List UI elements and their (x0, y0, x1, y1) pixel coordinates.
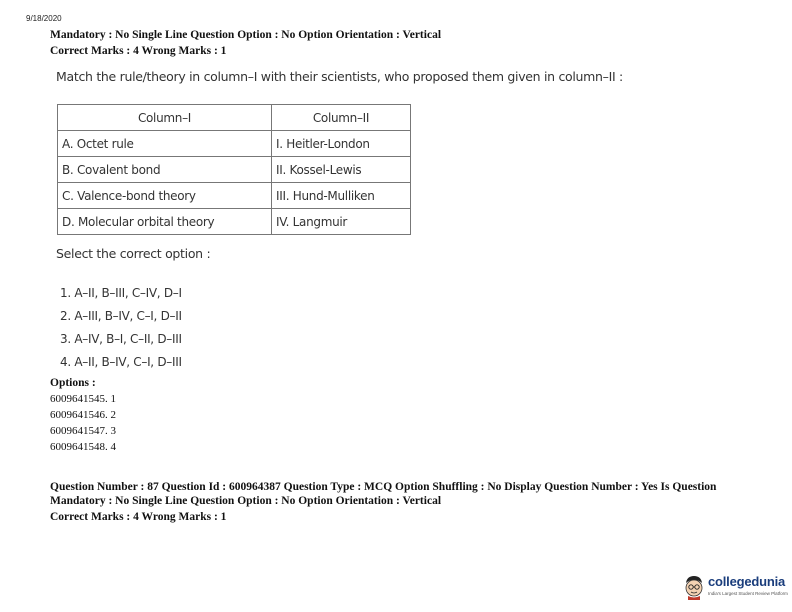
next-marks-meta-line: Correct Marks : 4 Wrong Marks : 1 (50, 511, 227, 523)
table-cell: D. Molecular orbital theory (58, 209, 272, 235)
print-date: 9/18/2020 (26, 14, 62, 23)
select-instruction: Select the correct option : (56, 246, 211, 261)
table-cell: IV. Langmuir (272, 209, 411, 235)
choice-item: 1. A–II, B–III, C–IV, D–I (60, 286, 182, 300)
option-id-item: 6009641545. 1 (50, 393, 116, 405)
choice-item: 2. A–III, B–IV, C–I, D–II (60, 309, 182, 323)
column-2-header: Column–II (272, 105, 411, 131)
table-row (58, 209, 411, 235)
question-meta-line: Mandatory : No Single Line Question Option : No Option Orientation : Vertical (50, 29, 442, 41)
table-cell: I. Heitler-London (272, 131, 411, 157)
next-question-meta-line: Question Number : 87 Question Id : 600964387 Question Type : MCQ Option Shuffling : No Display Question Number : Yes Is Question (50, 481, 717, 493)
logo-tagline: India's Largest Student Review Platform (708, 591, 788, 596)
column-1-header: Column–I (58, 105, 272, 131)
question-prompt: Match the rule/theory in column–I with their scientists, who proposed them given in column–II : (56, 69, 623, 84)
table-cell: II. Kossel-Lewis (272, 157, 411, 183)
collegedunia-logo (681, 572, 786, 604)
option-id-item: 6009641546. 2 (50, 409, 116, 421)
marks-meta-line: Correct Marks : 4 Wrong Marks : 1 (50, 45, 227, 57)
table-row (58, 157, 411, 183)
option-id-item: 6009641548. 4 (50, 441, 116, 453)
table-cell: B. Covalent bond (58, 157, 272, 183)
choice-item: 3. A–IV, B–I, C–II, D–III (60, 332, 182, 346)
option-id-item: 6009641547. 3 (50, 425, 116, 437)
next-question-meta-line: Mandatory : No Single Line Question Option : No Option Orientation : Vertical (50, 495, 442, 507)
table-row (58, 183, 411, 209)
table-cell: III. Hund-Mulliken (272, 183, 411, 209)
mascot-icon (683, 574, 705, 600)
table-cell: A. Octet rule (58, 131, 272, 157)
table-cell: C. Valence-bond theory (58, 183, 272, 209)
match-table (57, 104, 411, 235)
table-header-row (58, 105, 411, 131)
table-row (58, 131, 411, 157)
logo-wordmark: collegedunia (708, 574, 786, 589)
choice-item: 4. A–II, B–IV, C–I, D–III (60, 355, 182, 369)
options-label: Options : (50, 377, 96, 389)
